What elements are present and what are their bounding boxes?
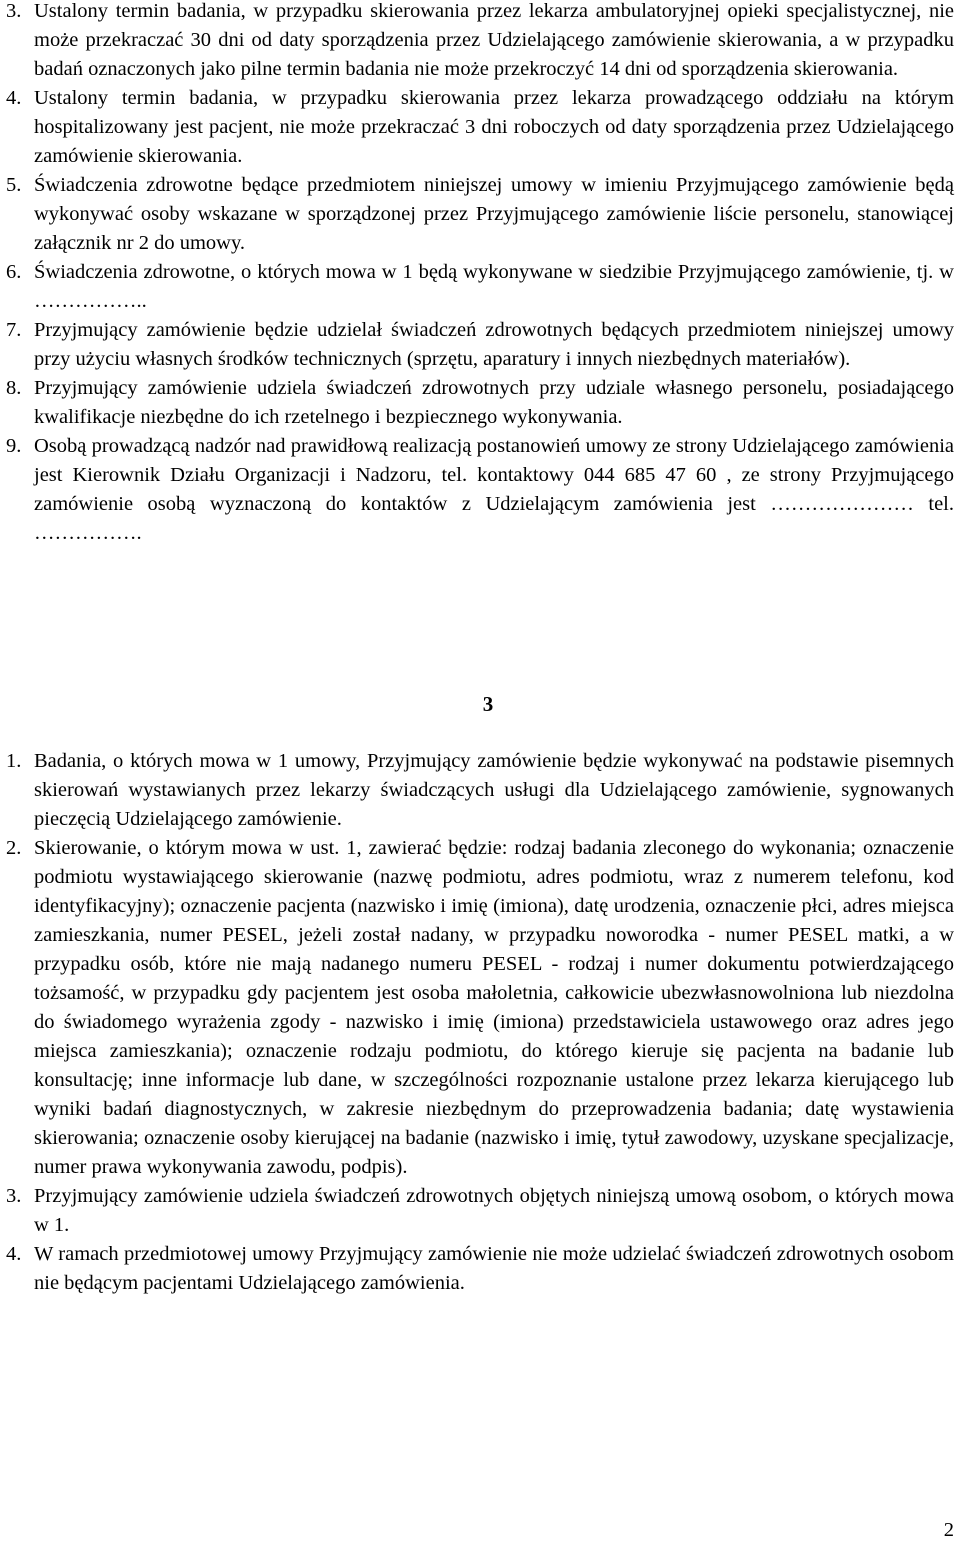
numbered-list-bottom	[0, 747, 960, 1298]
item-number: 9.	[6, 435, 22, 457]
numbered-list-top	[0, 0, 960, 548]
item-number: 2.	[6, 837, 22, 859]
item-number: 8.	[6, 377, 22, 399]
item-text: Przyjmujący zamówienie będzie udzielał świadczeń zdrowotnych będących przedmiotem niniejszej umowy przy użyciu własnych środków technicznych (sprzętu, aparatury i innych niezbędnych materiałów).	[34, 319, 954, 370]
item-number: 3.	[6, 1185, 22, 1207]
list-item	[0, 84, 960, 171]
list-item	[0, 432, 960, 548]
item-text: Ustalony termin badania, w przypadku skierowania przez lekarza ambulatoryjnej opieki specjalistycznej, nie może przekraczać 30 dni od daty sporządzenia przez Udzielającego zamówienie skierowania, a w przypadku badań oznaczonych jako pilne termin badania nie może przekroczyć 14 dni od sporządzenia skierowania.	[34, 0, 954, 80]
item-text: Przyjmujący zamówienie udziela świadczeń zdrowotnych objętych niniejszą umową osobom, o których mowa w 1.	[34, 1185, 954, 1236]
list-item	[0, 171, 960, 258]
list-item	[0, 1182, 960, 1240]
page-number: 2	[943, 1519, 954, 1541]
item-number: 6.	[6, 261, 22, 283]
item-text: Świadczenia zdrowotne będące przedmiotem niniejszej umowy w imieniu Przyjmującego zamówienie będą wykonywać osoby wskazane w sporządzonej przez Przyjmującego zamówienie liście personelu, stanowiącej załącznik nr 2 do umowy.	[34, 174, 954, 254]
item-text: Przyjmujący zamówienie udziela świadczeń zdrowotnych przy udziale własnego personelu, posiadającego kwalifikacje niezbędne do ich rzetelnego i bezpiecznego wykonywania.	[34, 377, 954, 428]
section-top	[0, 0, 960, 548]
list-item	[0, 1240, 960, 1298]
item-number: 4.	[6, 1243, 22, 1265]
list-item	[0, 258, 960, 316]
item-text: Skierowanie, o którym mowa w ust. 1, zawierać będzie: rodzaj badania zleconego do wykonania; oznaczenie podmiotu wystawiającego skierowanie (nazwę podmiotu, adres podmiotu, wraz z numerem telefonu, kod identyfikacyjny); oznaczenie pacjenta (nazwisko i imię (imiona), datę urodzenia, oznaczenie płci, adres miejsca zamieszkania, numer PESEL, jeżeli został nadany, w przypadku noworodka - numer PESEL matki, a w przypadku osób, które nie mają nadanego numeru PESEL - rodzaj i numer dokumentu potwierdzającego tożsamość, w przypadku gdy pacjentem jest osoba małoletnia, całkowicie ubezwłasnowolniona lub niezdolna do świadomego wyrażenia zgody - nazwisko i imię (imiona) przedstawiciela ustawowego oraz adres jego miejsca zamieszkania); oznaczenie rodzaju podmiotu, do którego kieruje się pacjenta na badanie lub konsultację; inne informacje lub dane, w szczególności rozpoznanie ustalone przez lekarza kierującego lub wyniki badań diagnostycznych, w zakresie niezbędnym do przeprowadzenia badania; datę wystawienia skierowania; oznaczenie osoby kierującej na badanie (nazwisko i imię, tytuł zawodowy, uzyskane specjalizacje, numer prawa wykonywania zawodu, podpis).	[34, 837, 954, 1178]
item-text: Ustalony termin badania, w przypadku skierowania przez lekarza prowadzącego oddziału na którym hospitalizowany jest pacjent, nie może przekraczać 3 dni roboczych od daty sporządzenia przez Udzielającego zamówienie skierowania.	[34, 87, 954, 167]
section-number: 3	[482, 692, 494, 716]
item-text: Badania, o których mowa w 1 umowy, Przyjmujący zamówienie będzie wykonywać na podstawie pisemnych skierowań wystawianych przez lekarzy świadczących usługi dla Udzielającego zamówienie, sygnowanych pieczęcią Udzielającego zamówienie.	[34, 750, 954, 830]
item-number: 5.	[6, 174, 22, 196]
item-number: 1.	[6, 750, 22, 772]
item-number: 3.	[6, 0, 22, 22]
item-text: Osobą prowadzącą nadzór nad prawidłową realizacją postanowień umowy ze strony Udzielającego zamówienia jest Kierownik Działu Organizacji i Nadzoru, tel. kontaktowy 044 685 47 60 , ze strony Przyjmującego zamówienie osobą wyznaczoną do kontaktów z Udzielającym zamówienia jest ………………… tel. …………….	[34, 435, 954, 544]
item-number: 7.	[6, 319, 22, 341]
section-heading	[0, 690, 960, 719]
item-text: W ramach przedmiotowej umowy Przyjmujący zamówienie nie może udzielać świadczeń zdrowotnych osobom nie będącym pacjentami Udzielającego zamówienia.	[34, 1243, 954, 1294]
section-bottom	[0, 747, 960, 1298]
item-text: Świadczenia zdrowotne, o których mowa w 1 będą wykonywane w siedzibie Przyjmującego zamówienie, tj. w ……………..	[34, 261, 954, 312]
list-item	[0, 374, 960, 432]
item-number: 4.	[6, 87, 22, 109]
list-item	[0, 747, 960, 834]
list-item	[0, 834, 960, 1182]
list-item	[0, 316, 960, 374]
list-item	[0, 0, 960, 84]
